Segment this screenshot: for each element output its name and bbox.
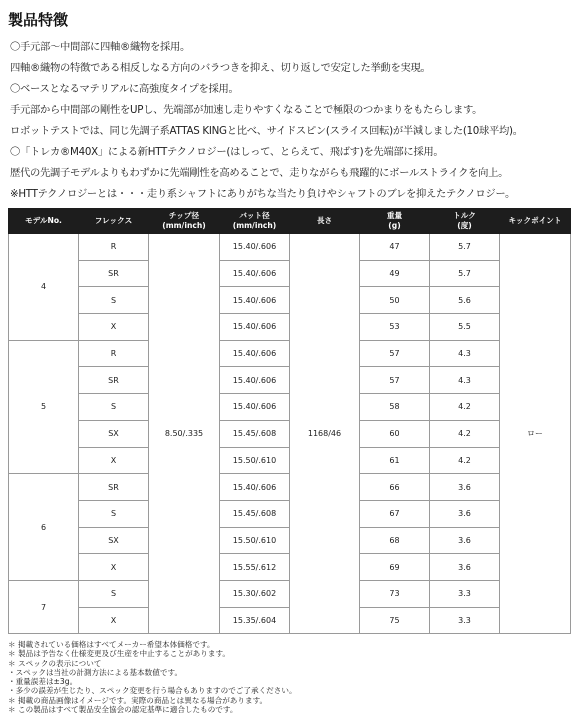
torque-cell: 5.7	[430, 234, 500, 261]
model-cell: 4	[9, 234, 79, 341]
feature-line: ※HTTテクノロジーとは・・・走り系シャフトにありがちな当たり負けやシャフトのブレを抑えたテクノロジー。	[10, 188, 515, 200]
torque-cell: 4.3	[430, 367, 500, 394]
feature-line: 歴代の先調子モデルよりもわずかに先端剛性を高めることで、走りながらも飛躍的にボールストライクを向上。	[10, 167, 509, 179]
torque-cell: 3.3	[430, 580, 500, 607]
weight-cell: 67	[360, 500, 430, 527]
butt-diameter-cell: 15.40/.606	[220, 367, 290, 394]
note-line: ・スペックは当社の計測方法による基本数値です。	[8, 667, 183, 677]
flex-cell: SR	[79, 474, 149, 501]
feature-line: 〇「トレカ®M40X」による新HTTテクノロジー(はしって、とらえて、飛ばす)を先端部に採用。	[10, 146, 444, 158]
kick-point-cell: ロー	[500, 234, 571, 634]
torque-cell: 3.6	[430, 474, 500, 501]
torque-cell: 3.6	[430, 500, 500, 527]
weight-cell: 69	[360, 554, 430, 581]
flex-cell: S	[79, 500, 149, 527]
table-header-row	[9, 209, 571, 234]
butt-diameter-cell: 15.40/.606	[220, 474, 290, 501]
weight-cell: 66	[360, 474, 430, 501]
feature-line: 四軸®織物の特徴である相反しなる方向のバラつきを抑え、切り返しで安定した挙動を実現。	[10, 62, 431, 74]
length-cell: 1168/46	[290, 234, 360, 634]
weight-cell: 68	[360, 527, 430, 554]
weight-cell: 49	[360, 260, 430, 287]
weight-cell: 60	[360, 420, 430, 447]
column-header: キックポイント	[500, 209, 571, 234]
spec-table	[8, 208, 571, 634]
flex-cell: S	[79, 287, 149, 314]
butt-diameter-cell: 15.40/.606	[220, 234, 290, 261]
torque-cell: 4.3	[430, 340, 500, 367]
butt-diameter-cell: 15.45/.608	[220, 500, 290, 527]
flex-cell: SR	[79, 260, 149, 287]
column-header: 重量 (g)	[360, 209, 430, 234]
torque-cell: 3.3	[430, 607, 500, 634]
weight-cell: 53	[360, 314, 430, 341]
butt-diameter-cell: 15.45/.608	[220, 420, 290, 447]
note-line: ＊ この製品はすべて製品安全協会の認定基準に適合したものです。	[8, 705, 238, 715]
column-header: モデルNo.	[9, 209, 79, 234]
butt-diameter-cell: 15.40/.606	[220, 287, 290, 314]
butt-diameter-cell: 15.55/.612	[220, 554, 290, 581]
torque-cell: 5.6	[430, 287, 500, 314]
flex-cell: SR	[79, 367, 149, 394]
table-row	[9, 234, 571, 261]
torque-cell: 5.7	[430, 260, 500, 287]
page-title: 製品特徴	[8, 11, 69, 29]
feature-line: ロボットテストでは、同じ先調子系ATTAS KINGと比べ、サイドスピン(スライス回転)が半減しました(10球平均)。	[10, 125, 523, 137]
model-cell: 7	[9, 580, 79, 633]
weight-cell: 75	[360, 607, 430, 634]
flex-cell: S	[79, 394, 149, 421]
butt-diameter-cell: 15.40/.606	[220, 260, 290, 287]
column-header: バット径 (mm/inch)	[220, 209, 290, 234]
weight-cell: 47	[360, 234, 430, 261]
torque-cell: 4.2	[430, 394, 500, 421]
butt-diameter-cell: 15.40/.606	[220, 314, 290, 341]
butt-diameter-cell: 15.50/.610	[220, 527, 290, 554]
column-header: フレックス	[79, 209, 149, 234]
note-line: ＊ 製品は予告なく仕様変更及び生産を中止することがあります。	[8, 649, 231, 659]
feature-line: 〇手元部～中間部に四軸®織物を採用。	[10, 41, 190, 53]
model-cell: 6	[9, 474, 79, 581]
torque-cell: 3.6	[430, 527, 500, 554]
note-line: ＊ 掲載されている価格はすべてメーカー希望本体価格です。	[8, 640, 215, 649]
butt-diameter-cell: 15.40/.606	[220, 340, 290, 367]
feature-line: 〇ベースとなるマテリアルに高強度タイプを採用。	[10, 83, 239, 95]
table-body	[9, 234, 571, 634]
weight-cell: 57	[360, 340, 430, 367]
note-line: ・多少の誤差が生じたり、スペック変更を行う場合もありますのでご了承ください。	[8, 686, 297, 696]
flex-cell: S	[79, 580, 149, 607]
flex-cell: X	[79, 447, 149, 474]
flex-cell: X	[79, 607, 149, 634]
footnotes	[8, 640, 568, 714]
butt-diameter-cell: 15.50/.610	[220, 447, 290, 474]
torque-cell: 4.2	[430, 447, 500, 474]
butt-diameter-cell: 15.35/.604	[220, 607, 290, 634]
flex-cell: R	[79, 234, 149, 261]
model-cell: 5	[9, 340, 79, 473]
weight-cell: 73	[360, 580, 430, 607]
column-header: 長さ	[290, 209, 360, 234]
column-header: チップ径 (mm/inch)	[149, 209, 220, 234]
note-line: ＊ スペックの表示について	[8, 658, 102, 668]
note-line: ・重量誤差は±3g。	[8, 677, 78, 687]
tip-diameter-cell: 8.50/.335	[149, 234, 220, 634]
note-line: ＊ 掲載の商品画像はイメージです。実際の商品とは異なる場合があります。	[8, 695, 268, 705]
flex-cell: SX	[79, 527, 149, 554]
weight-cell: 58	[360, 394, 430, 421]
flex-cell: SX	[79, 420, 149, 447]
flex-cell: X	[79, 314, 149, 341]
torque-cell: 3.6	[430, 554, 500, 581]
feature-line: 手元部から中間部の剛性をUPし、先端部が加速し走りやすくなることで極限のつかまりをもたらします。	[10, 104, 483, 116]
weight-cell: 50	[360, 287, 430, 314]
weight-cell: 57	[360, 367, 430, 394]
flex-cell: X	[79, 554, 149, 581]
butt-diameter-cell: 15.40/.606	[220, 394, 290, 421]
weight-cell: 61	[360, 447, 430, 474]
column-header: トルク (度)	[430, 209, 500, 234]
flex-cell: R	[79, 340, 149, 367]
torque-cell: 4.2	[430, 420, 500, 447]
torque-cell: 5.5	[430, 314, 500, 341]
butt-diameter-cell: 15.30/.602	[220, 580, 290, 607]
